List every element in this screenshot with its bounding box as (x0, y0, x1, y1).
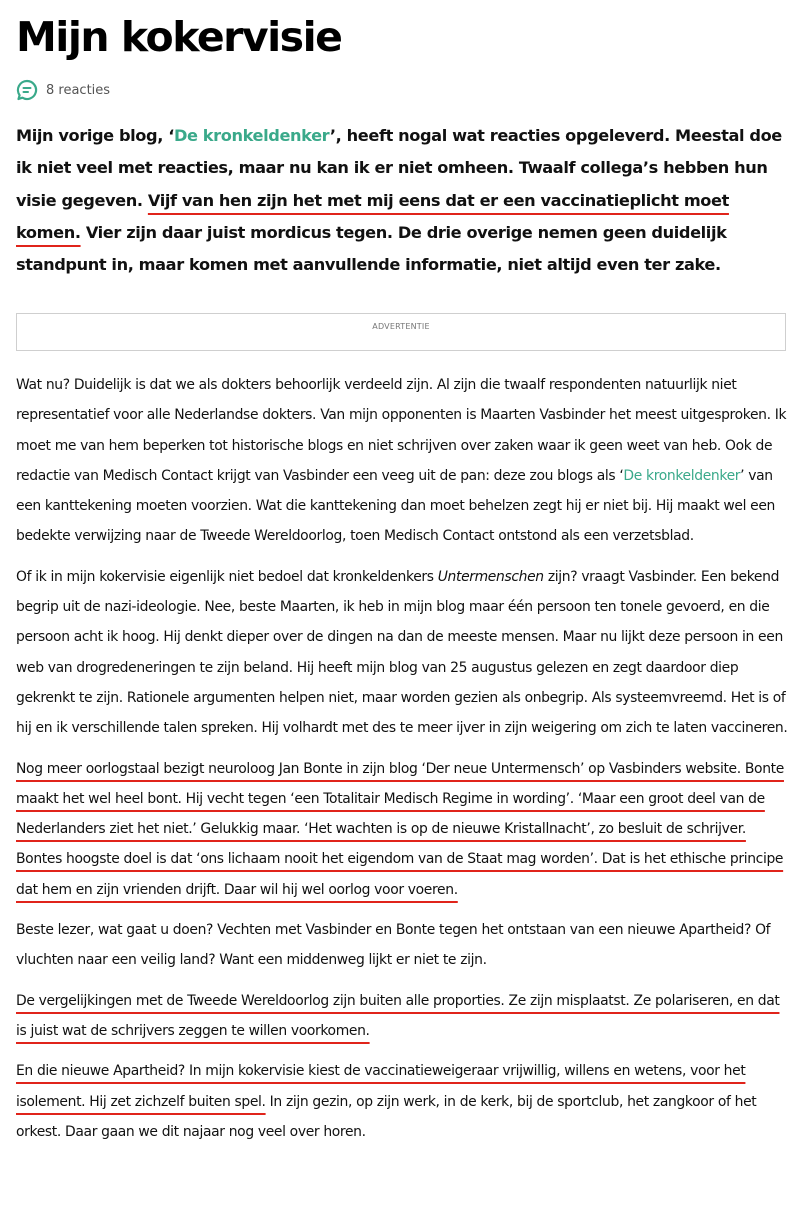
advertisement-box[interactable] (16, 313, 786, 351)
paragraph-text: In zijn gezin, op zijn werk, in de kerk, bij de sportclub, het zangkoor of het orkest. Daar gaan we dit najaar nog veel over horen. (16, 1093, 757, 1140)
comment-bubble-icon (16, 79, 38, 101)
article-body (16, 370, 788, 1157)
lead-text: Mijn vorige blog, ‘ (16, 126, 174, 145)
italic-term: Untermenschen (437, 568, 544, 585)
lead-text: Vier zijn daar juist mordicus tegen. De drie overige nemen geen duidelijk standpunt in, maar komen met aanvullende informatie, niet altijd even ter zake. (16, 222, 727, 275)
paragraph-text: zijn? vraagt Vasbinder. Een bekend begrip uit de nazi-ideologie. Nee, beste Maarten, ik heb in mijn blog maar één persoon ten tonele gevoerd, en die persoon acht ik hoog. Hij denkt dieper over de dingen na dan de meeste mensen. Maar nu lijkt deze persoon in een web van drogredeneringen te zijn beland. Hij heeft mijn blog van 25 augustus gelezen en zegt daardoor diep gekrenkt te zijn. Rationele argumenten helpen niet, maar worden gezien als onbegrip. Als systeemvreemd. Het is of hij en ik verschillende talen spreken. Hij volhardt met des te meer ijver in zijn weigering om zich te laten vaccineren. (16, 568, 788, 737)
kronkeldenker-link[interactable]: De kronkeldenker (623, 467, 741, 484)
paragraph (16, 370, 788, 552)
paragraph-text: Beste lezer, wat gaat u doen? Vechten met Vasbinder en Bonte tegen het ontstaan van een nieuwe Apartheid? Of vluchten naar een veilig land? Want een middenweg lijkt er niet te zijn. (16, 922, 771, 969)
paragraph (16, 986, 788, 1047)
page-title: Mijn kokervisie (16, 13, 342, 61)
ad-label: ADVERTENTIE (372, 322, 430, 331)
comments-meta[interactable] (16, 79, 110, 101)
underlined-text: En die nieuwe Apartheid? In mijn kokervisie kiest de vaccinatieweigeraar vrijwillig, willens en wetens, voor het isolement. Hij zet zichzelf buiten spel. (16, 1063, 746, 1110)
kronkeldenker-link[interactable]: De kronkeldenker (173, 126, 330, 145)
paragraph (16, 754, 788, 905)
paragraph (16, 915, 788, 976)
article-lead (16, 120, 788, 281)
underlined-text: Vijf van hen zijn het met mij eens dat er een vaccinatieplicht moet komen. (16, 190, 729, 242)
paragraph-text: Of ik in mijn kokervisie eigenlijk niet bedoel dat kronkeldenkers (16, 568, 438, 585)
paragraph-text: ’ van een kanttekening moeten voorzien. Wat die kanttekening dan moet behelzen zegt hij er niet bij. Hij maakt wel een bedekte verwijzing naar de Tweede Wereldoorlog, toen Medisch Contact ontstond als een verzetsblad. (16, 467, 776, 545)
lead-text: ’, heeft nogal wat reacties opgeleverd. Meestal doe ik niet veel met reacties, maar nu kan ik er niet omheen. Twaalf collega’s hebben hun visie gegeven. (16, 126, 782, 210)
paragraph (16, 562, 788, 744)
underlined-text: De vergelijkingen met de Tweede Wereldoorlog zijn buiten alle proporties. Ze zijn misplaatst. Ze polariseren, en dat is juist wat de schrijvers zeggen te willen voorkomen. (16, 992, 780, 1039)
comment-count[interactable]: 8 reacties (46, 82, 111, 98)
paragraph-text: Wat nu? Duidelijk is dat we als dokters behoorlijk verdeeld zijn. Al zijn die twaalf respondenten natuurlijk niet representatief voor alle Nederlandse dokters. Van mijn opponenten is Maarten Vasbinder het meest uitgesproken. Ik moet me van hem beperken tot historische blogs en niet schrijven over zaken waar ik geen weet van heb. Ook de redactie van Medisch Contact krijgt van Vasbinder een veeg uit de pan: deze zou blogs als ‘ (16, 377, 787, 484)
paragraph (16, 1056, 788, 1147)
underlined-text: Nog meer oorlogstaal bezigt neuroloog Jan Bonte in zijn blog ‘Der neue Untermensch’ op Vasbinders website. Bonte maakt het wel heel bont. Hij vecht tegen ‘een Totalitair Medisch Regime in wording’. ‘Maar een groot deel van de Nederlanders ziet het niet.’ Gelukkig maar. ‘Het wachten is op de nieuwe Kristallnacht’, zo besluit de schrijver. Bontes hoogste doel is dat ‘ons lichaam nooit het eigendom van de Staat mag worden’. Dat is het ethische principe dat hem en zijn vrienden drijft. Daar wil hij wel oorlog voor voeren. (16, 760, 784, 898)
